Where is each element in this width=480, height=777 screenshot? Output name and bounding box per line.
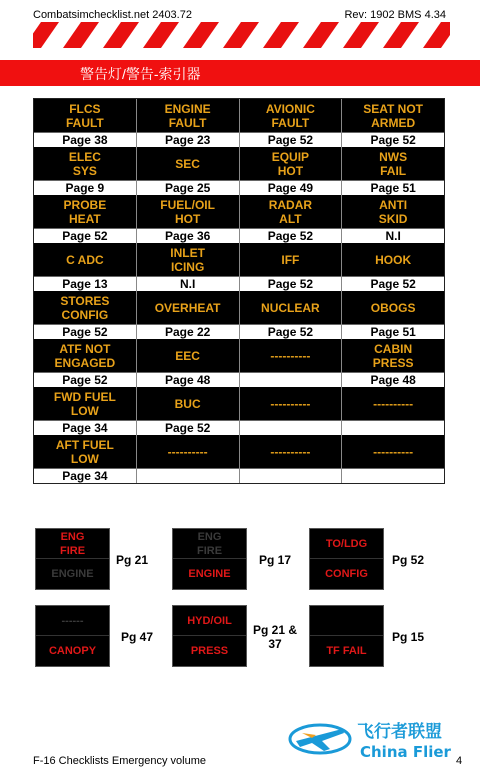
page-number: 4: [456, 755, 463, 767]
caution-light-label: OVERHEAT: [137, 291, 239, 324]
index-cell: [240, 147, 343, 195]
page-reference: Page 52: [34, 324, 136, 339]
header-revision: Rev: 1902 BMS 4.34: [344, 9, 446, 21]
page-reference: Page 25: [137, 180, 239, 195]
page-reference: Page 49: [240, 180, 342, 195]
index-cell: [240, 99, 343, 147]
page-reference: [137, 468, 239, 483]
caution-light-label: AVIONIC FAULT: [240, 99, 342, 132]
hazard-stripe-banner: [33, 22, 450, 48]
logo-cn-text: 飞行者联盟: [357, 722, 442, 742]
legend-page-reference: Pg 21 & 37: [253, 623, 298, 651]
page-reference: N.I: [342, 228, 444, 243]
legend-page-reference: Pg 52: [392, 553, 425, 567]
legend-page-reference: Pg 15: [392, 630, 425, 644]
caution-light-label: EEC: [137, 339, 239, 372]
page-reference: Page 34: [34, 468, 136, 483]
index-cell: [342, 435, 444, 483]
index-cell: [342, 291, 444, 339]
page-reference: [240, 372, 342, 387]
index-cell: [34, 435, 137, 483]
index-cell: [240, 291, 343, 339]
page-reference: Page 52: [137, 420, 239, 435]
caution-light-label: SEC: [137, 147, 239, 180]
index-cell: [342, 147, 444, 195]
page-reference: [240, 468, 342, 483]
page-reference: [240, 420, 342, 435]
caution-light-label: ----------: [342, 387, 444, 420]
legend-page-reference: Pg 17: [259, 553, 292, 567]
page-reference: Page 52: [240, 132, 342, 147]
page-reference: Page 52: [240, 228, 342, 243]
page-reference: Page 51: [342, 324, 444, 339]
index-cell: [34, 243, 137, 291]
page-reference: Page 52: [342, 132, 444, 147]
index-cell: [34, 99, 137, 147]
lamp-bottom-legend: CANOPY: [48, 645, 97, 657]
index-cell: [240, 243, 343, 291]
legend-page-reference: Pg 47: [121, 630, 154, 644]
footer-volume: F-16 Checklists Emergency volume: [33, 755, 207, 767]
index-cell: [137, 339, 240, 387]
index-row: [34, 387, 444, 435]
caution-light-label: AFT FUEL LOW: [34, 435, 136, 468]
legend-warning-lamp: [172, 528, 247, 590]
lamp-bottom-legend: CONFIG: [325, 568, 368, 580]
caution-light-label: ----------: [240, 387, 342, 420]
lamp-top-legend: [310, 606, 383, 636]
caution-light-label: RADAR ALT: [240, 195, 342, 228]
caution-light-label: ENGINE FAULT: [137, 99, 239, 132]
caution-light-label: ANTI SKID: [342, 195, 444, 228]
lamp-bottom-legend: PRESS: [190, 645, 229, 657]
caution-light-index-table: [33, 98, 445, 484]
index-cell: [34, 147, 137, 195]
legend-warning-lamp: [309, 605, 384, 667]
index-cell: [137, 291, 240, 339]
section-title-bar: [0, 60, 480, 86]
page-reference: Page 52: [34, 228, 136, 243]
caution-light-label: FWD FUEL LOW: [34, 387, 136, 420]
page-reference: Page 13: [34, 276, 136, 291]
legend-warning-lamp: [172, 605, 247, 667]
caution-light-label: ----------: [342, 435, 444, 468]
lamp-top-legend: HYD/OIL: [173, 606, 246, 636]
caution-light-label: C ADC: [34, 243, 136, 276]
page-reference: Page 23: [137, 132, 239, 147]
lamp-top-legend: ENG FIRE: [173, 529, 246, 559]
page-reference: Page 52: [342, 276, 444, 291]
index-cell: [137, 243, 240, 291]
index-cell: [34, 291, 137, 339]
index-cell: [137, 99, 240, 147]
index-row: [34, 147, 444, 195]
index-cell: [342, 339, 444, 387]
index-cell: [34, 387, 137, 435]
section-title: 警告灯/警告-索引器: [80, 66, 201, 82]
logo-en-text: China Flier: [360, 743, 451, 761]
index-cell: [137, 195, 240, 243]
index-row: [34, 195, 444, 243]
index-row: [34, 291, 444, 339]
caution-light-label: SEAT NOT ARMED: [342, 99, 444, 132]
index-cell: [240, 435, 343, 483]
index-row: [34, 435, 444, 483]
legend-warning-lamp: [35, 605, 110, 667]
index-cell: [342, 387, 444, 435]
caution-light-label: STORES CONFIG: [34, 291, 136, 324]
caution-light-label: EQUIP HOT: [240, 147, 342, 180]
page-reference: N.I: [137, 276, 239, 291]
index-cell: [137, 435, 240, 483]
caution-light-label: CABIN PRESS: [342, 339, 444, 372]
page-reference: Page 22: [137, 324, 239, 339]
index-row: [34, 99, 444, 147]
china-flier-logo: [282, 705, 477, 765]
caution-light-label: FUEL/OIL HOT: [137, 195, 239, 228]
caution-light-label: NWS FAIL: [342, 147, 444, 180]
legend-warning-lamp: [35, 528, 110, 590]
legend-warning-lamp: [309, 528, 384, 590]
caution-light-label: ----------: [240, 435, 342, 468]
legend-page-reference: Pg 21: [116, 553, 149, 567]
caution-light-label: ATF NOT ENGAGED: [34, 339, 136, 372]
page-reference: Page 9: [34, 180, 136, 195]
lamp-bottom-legend: ENGINE: [51, 568, 94, 580]
caution-light-label: FLCS FAULT: [34, 99, 136, 132]
caution-light-label: BUC: [137, 387, 239, 420]
page-reference: Page 52: [34, 372, 136, 387]
lamp-bottom-legend: TF FAIL: [326, 645, 367, 657]
page-reference: Page 52: [240, 324, 342, 339]
index-cell: [137, 147, 240, 195]
caution-light-label: ELEC SYS: [34, 147, 136, 180]
caution-light-label: IFF: [240, 243, 342, 276]
lamp-top-legend: ------: [36, 606, 109, 636]
caution-light-label: HOOK: [342, 243, 444, 276]
index-cell: [342, 195, 444, 243]
index-cell: [137, 387, 240, 435]
page-reference: [342, 420, 444, 435]
page-reference: Page 48: [137, 372, 239, 387]
page-reference: Page 48: [342, 372, 444, 387]
page-reference: Page 38: [34, 132, 136, 147]
caution-light-label: INLET ICING: [137, 243, 239, 276]
page-reference: Page 52: [240, 276, 342, 291]
caution-light-label: PROBE HEAT: [34, 195, 136, 228]
index-cell: [342, 243, 444, 291]
caution-light-label: OBOGS: [342, 291, 444, 324]
lamp-top-legend: ENG FIRE: [36, 529, 109, 559]
index-cell: [240, 195, 343, 243]
caution-light-label: ----------: [240, 339, 342, 372]
caution-light-label: ----------: [137, 435, 239, 468]
index-cell: [240, 387, 343, 435]
index-cell: [342, 99, 444, 147]
page-reference: Page 34: [34, 420, 136, 435]
index-cell: [240, 339, 343, 387]
lamp-bottom-legend: ENGINE: [188, 568, 231, 580]
lamp-top-legend: TO/LDG: [310, 529, 383, 559]
index-cell: [34, 195, 137, 243]
index-cell: [34, 339, 137, 387]
page-reference: Page 51: [342, 180, 444, 195]
header-source: Combatsimchecklist.net 2403.72: [33, 9, 192, 21]
caution-light-label: NUCLEAR: [240, 291, 342, 324]
index-row: [34, 243, 444, 291]
index-row: [34, 339, 444, 387]
page-reference: Page 36: [137, 228, 239, 243]
page-reference: [342, 468, 444, 483]
